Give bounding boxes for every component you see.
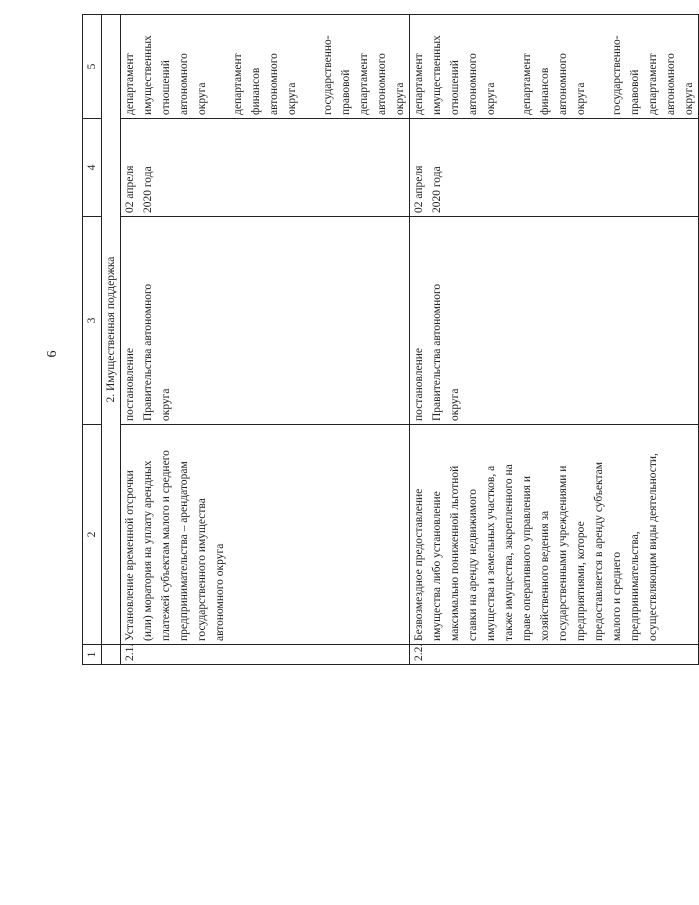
deadline: 02 апреля 2020 года [121,119,410,217]
row-number: 2.1. [121,645,410,665]
measure-text: Безвозмездное предоставление имущества либо установление максимально пониженной льготной ставки на аренду недвижимого имущества и земельных участков, а также имущества, закрепленного на праве оперативного управления и хозяйственного ведения за государственными учреждениями и предприятиями, которое предоставляется в аренду субъектам малого и среднего предпринимательства, осуществляющим виды деятельности, [410,425,699,645]
legal-document: постановление Правительства автономного округа [121,217,410,425]
deadline: 02 апреля 2020 года [410,119,699,217]
column-number: 3 [83,217,102,425]
measure-text: Установление временной отсрочки (или) моратория на уплату арендных платежей субъектам малого и среднего предпринимательства – арендаторам государственного имущества автономного округа [121,425,410,645]
rotated-page-content [82,15,695,665]
responsible-bodies: департамент имущественных отношений автономного округа департамент финансов автономного округа государственно- правовой департамент автономного округа [121,15,410,119]
column-number-row [83,15,102,665]
column-number: 4 [83,119,102,217]
responsible-bodies: департамент имущественных отношений автономного округа департамент финансов автономного округа государственно- правовой департамент автономного округа [410,15,699,119]
column-number: 1 [83,645,102,665]
column-number: 2 [83,425,102,645]
column-number: 5 [83,15,102,119]
table-row [121,15,410,665]
section-row [102,15,121,665]
row-number: 2.2. [410,645,699,665]
page-number: 6 [45,350,60,358]
table-row [410,15,699,665]
section-title: 2. Имущественная поддержка [102,15,121,645]
legal-document: постановление Правительства автономного округа [410,217,699,425]
measures-table [82,14,699,665]
empty-cell [102,645,121,665]
